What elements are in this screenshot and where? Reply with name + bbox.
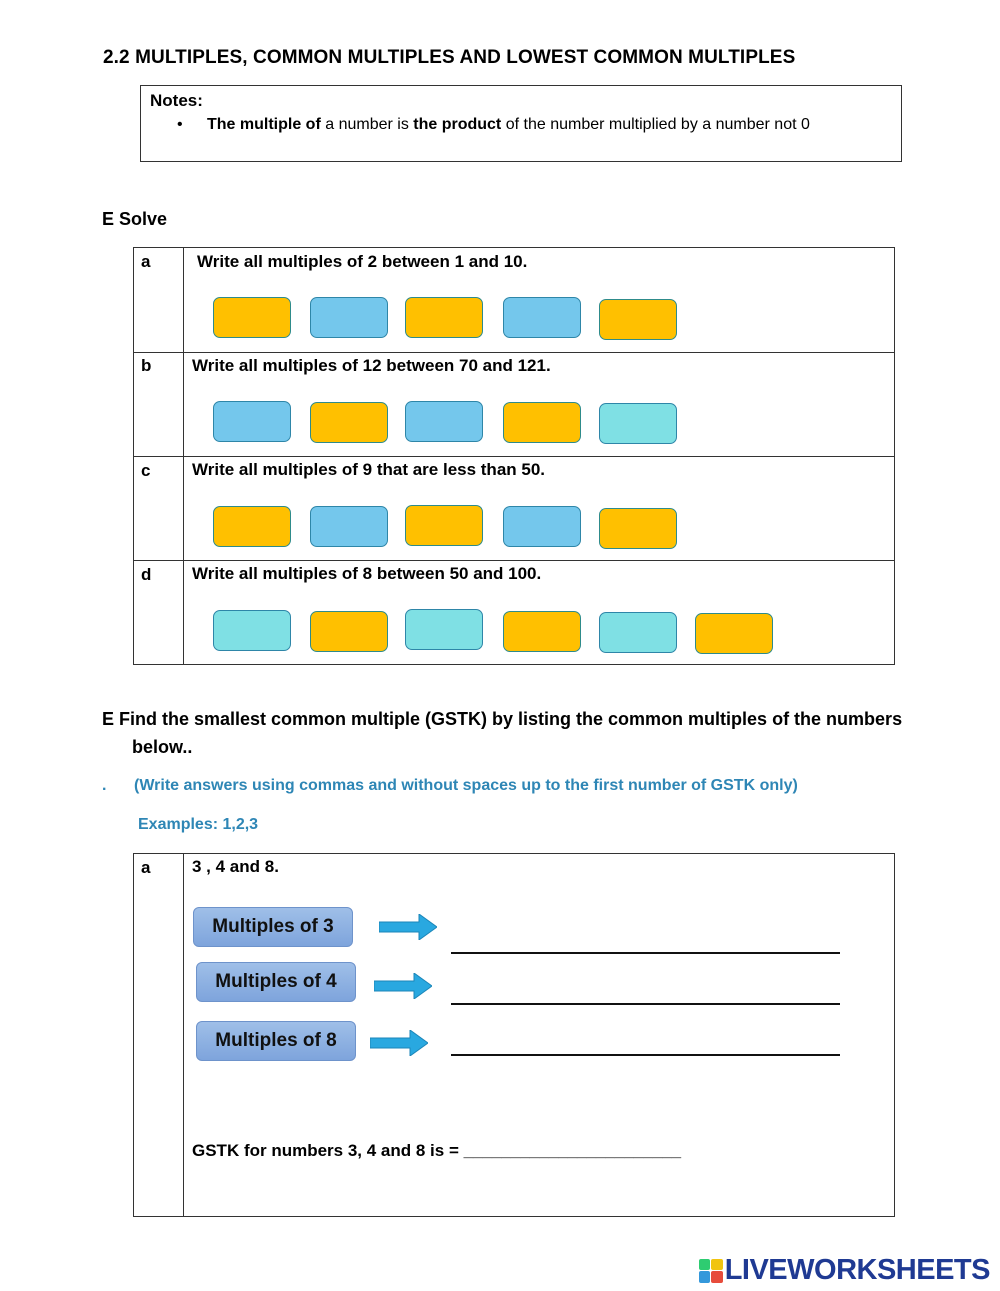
answer-box-c5[interactable]: [599, 508, 677, 549]
answer-box-c2[interactable]: [310, 506, 388, 547]
arrow-right-icon: [370, 1030, 428, 1056]
instruction-dot: .: [102, 777, 107, 794]
answer-box-d6[interactable]: [695, 613, 773, 654]
multiples-of-3-label: Multiples of 3: [193, 907, 353, 947]
question-c: Write all multiples of 9 that are less than 50.: [192, 460, 546, 479]
section-solve-heading: E Solve: [102, 209, 168, 229]
answer-box-c3[interactable]: [405, 505, 483, 546]
example-text: Examples: 1,2,3: [138, 816, 259, 833]
multiples-of-8-label: Multiples of 8: [196, 1021, 356, 1061]
instruction-text: (Write answers using commas and without spaces up to the first number of GSTK only): [134, 777, 798, 794]
notes-box: [140, 85, 902, 162]
page-title: 2.2 MULTIPLES, COMMON MULTIPLES AND LOWEST COMMON MULTIPLES: [103, 47, 796, 68]
logo-mark-icon: [699, 1259, 723, 1283]
answer-line-multiples-4[interactable]: [451, 1003, 840, 1005]
bullet-icon: •: [177, 116, 183, 133]
notes-heading: Notes:: [150, 91, 203, 110]
answer-box-c4[interactable]: [503, 506, 581, 547]
answer-box-d5[interactable]: [599, 612, 677, 653]
logo-text: LIVEWORKSHEETS: [724, 1254, 990, 1286]
arrow-right-icon: [374, 973, 432, 999]
multiples-of-4-label: Multiples of 4: [196, 962, 356, 1002]
answer-box-a5[interactable]: [599, 299, 677, 340]
answer-box-b1[interactable]: [213, 401, 291, 442]
gstk-answer-label[interactable]: GSTK for numbers 3, 4 and 8 is = _______________________: [192, 1141, 682, 1160]
answer-box-d1[interactable]: [213, 610, 291, 651]
row-label-b: b: [141, 356, 152, 375]
arrow-right-icon: [379, 914, 437, 940]
row-label-a: a: [141, 252, 151, 271]
answer-box-a2[interactable]: [310, 297, 388, 338]
answer-box-d3[interactable]: [405, 609, 483, 650]
answer-line-multiples-8[interactable]: [451, 1054, 840, 1056]
row-label-d: d: [141, 565, 152, 584]
answer-box-a1[interactable]: [213, 297, 291, 338]
question-d: Write all multiples of 8 between 50 and 100.: [192, 564, 542, 583]
answer-box-b2[interactable]: [310, 402, 388, 443]
notes-text: The multiple of a number is the product of the number multiplied by a number not 0: [207, 116, 810, 133]
answer-box-a4[interactable]: [503, 297, 581, 338]
answer-box-b4[interactable]: [503, 402, 581, 443]
answer-box-b3[interactable]: [405, 401, 483, 442]
answer-box-b5[interactable]: [599, 403, 677, 444]
answer-box-a3[interactable]: [405, 297, 483, 338]
numbers-label: 3 , 4 and 8.: [192, 857, 279, 876]
answer-box-c1[interactable]: [213, 506, 291, 547]
question-b: Write all multiples of 12 between 70 and 121.: [192, 356, 551, 375]
answer-line-multiples-3[interactable]: [451, 952, 840, 954]
answer-box-d4[interactable]: [503, 611, 581, 652]
answer-box-d2[interactable]: [310, 611, 388, 652]
row-label-gstk-a: a: [141, 858, 151, 877]
row-label-c: c: [141, 461, 151, 480]
liveworksheets-logo: [699, 1254, 990, 1287]
section-gstk-heading-line2: below..: [132, 737, 193, 757]
question-a: Write all multiples of 2 between 1 and 10.: [197, 252, 528, 271]
section-gstk-heading-line1: E Find the smallest common multiple (GSTK) by listing the common multiples of the numbers: [102, 709, 903, 729]
